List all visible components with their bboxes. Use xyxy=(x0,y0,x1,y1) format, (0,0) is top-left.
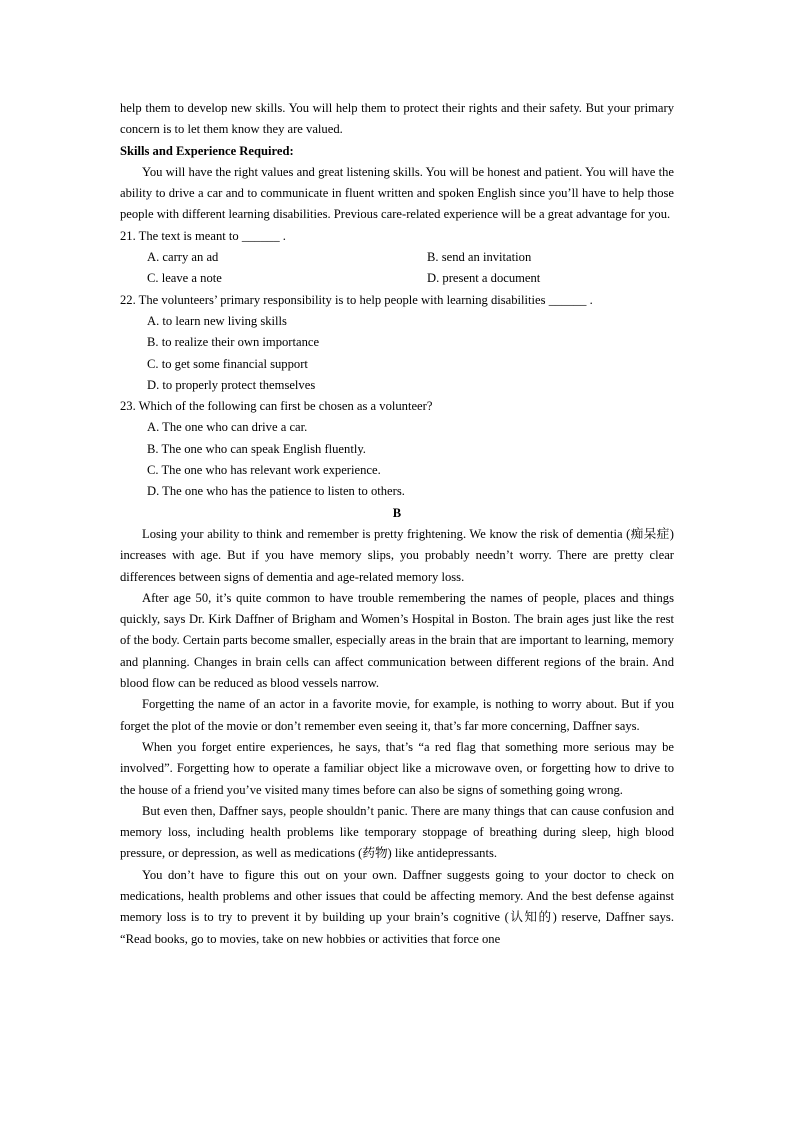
option-d: D. The one who has the patience to listen to others. xyxy=(147,484,405,499)
option-a: A. to learn new living skills xyxy=(147,313,287,328)
option-c: C. to get some financial support xyxy=(147,356,308,371)
question-23 xyxy=(120,396,674,502)
skills-paragraph: You will have the right values and great listening skills. You will be honest and patient. You will have the ability to drive a car and to communicate in fluent written and spoken English since you’ll have to help those people with different learning disabilities. Previous care-related experience will be a great advantage for you. xyxy=(120,164,674,222)
question-stem: 23. Which of the following can first be chosen as a volunteer? xyxy=(120,399,433,414)
question-21 xyxy=(120,226,674,290)
option-b: B. The one who can speak English fluently. xyxy=(147,441,366,456)
passage-a-continuation: help them to develop new skills. You will help them to protect their rights and their safety. But your primary concern is to let them know they are valued. xyxy=(120,101,674,137)
skills-heading: Skills and Experience Required: xyxy=(120,143,294,158)
option-b: B. to realize their own importance xyxy=(147,335,320,350)
option-c: C. The one who has relevant work experience. xyxy=(147,463,381,478)
option-a: A. carry an ad xyxy=(147,250,219,265)
passage-b-heading: B xyxy=(392,505,402,520)
question-22 xyxy=(120,290,674,396)
passage-b-paragraph: You don’t have to figure this out on your own. Daffner suggests going to your doctor to check on medications, health problems and other issues that could be affecting memory. And the best defense against memory loss is to try to prevent it by building up your brain’s cognitive (认知的) reserve, Daffner says. “Read books, go to movies, take on new hobbies or activities that force one xyxy=(120,867,674,946)
passage-b-paragraph: Losing your ability to think and remember is pretty frightening. We know the risk of dementia (痴呆症) increases with age. But if you have memory slips, you probably needn’t worry. There are pretty clear differences between signs of dementia and age-related memory loss. xyxy=(120,526,674,584)
passage-b-paragraph: But even then, Daffner says, people shouldn’t panic. There are many things that can cause confusion and memory loss, including health problems like temporary stoppage of breathing during sleep, high blood pressure, or depression, as well as medications (药物) like antidepressants. xyxy=(120,803,674,861)
question-stem: 22. The volunteers’ primary responsibility is to help people with learning disabilities ______ . xyxy=(120,292,593,307)
passage-b-paragraph: Forgetting the name of an actor in a favorite movie, for example, is nothing to worry about. But if you forget the plot of the movie or don’t remember even seeing it, that’s far more concerning, Daffner says. xyxy=(120,697,674,733)
options-grid xyxy=(147,247,674,290)
question-stem: 21. The text is meant to ______ . xyxy=(120,228,286,243)
option-b: B. send an invitation xyxy=(427,250,532,265)
option-d: D. to properly protect themselves xyxy=(147,377,316,392)
option-d: D. present a document xyxy=(427,271,541,286)
option-a: A. The one who can drive a car. xyxy=(147,420,308,435)
passage-b-paragraph: After age 50, it’s quite common to have trouble remembering the names of people, places and things quickly, says Dr. Kirk Daffner of Brigham and Women’s Hospital in Boston. The brain ages just like the rest of the body. Certain parts become smaller, especially areas in the brain that are important to learning, memory and planning. Changes in brain cells can affect communication between different regions of the brain. And blood flow can be reduced as blood vessels narrow. xyxy=(120,590,675,691)
option-c: C. leave a note xyxy=(147,271,222,286)
passage-b-paragraph: When you forget entire experiences, he says, that’s “a red flag that something more serious may be involved”. Forgetting how to operate a familiar object like a microwave oven, or forgetting how to drive to the house of a friend you’ve visited many times before can also be signs of something going wrong. xyxy=(120,739,674,797)
